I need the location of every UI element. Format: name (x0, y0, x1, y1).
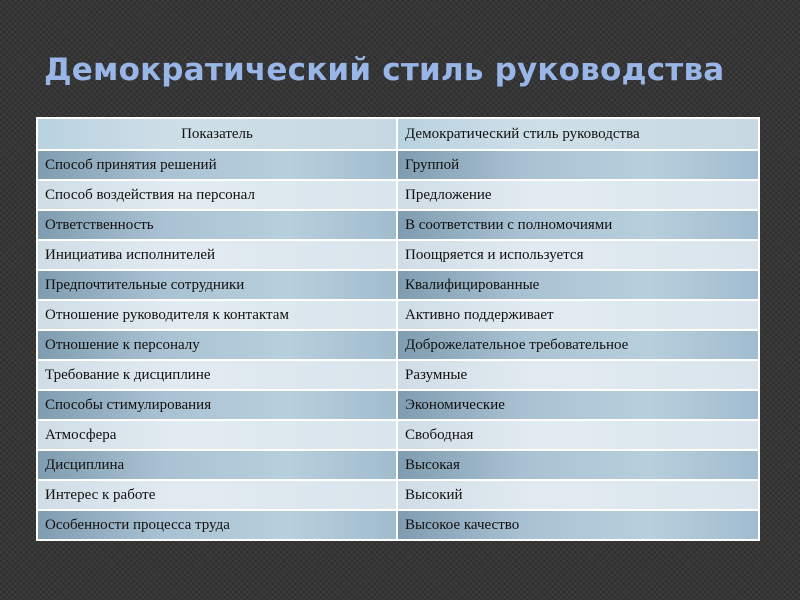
table-header-row (37, 118, 759, 150)
indicator-cell: Интерес к работе (37, 480, 397, 510)
table-row (37, 150, 759, 180)
indicator-cell: Отношение к персоналу (37, 330, 397, 360)
comparison-table-container (36, 117, 758, 541)
indicator-cell: Дисциплина (37, 450, 397, 480)
table-row (37, 270, 759, 300)
header-indicator: Показатель (37, 118, 397, 150)
indicator-cell: Предпочтительные сотрудники (37, 270, 397, 300)
value-cell: Доброжелательное требовательное (397, 330, 759, 360)
leadership-style-table (36, 117, 760, 541)
table-row (37, 510, 759, 540)
table-row (37, 330, 759, 360)
value-cell: Высокий (397, 480, 759, 510)
value-cell: Активно поддерживает (397, 300, 759, 330)
value-cell: Квалифицированные (397, 270, 759, 300)
value-cell: Высокое качество (397, 510, 759, 540)
table-row (37, 420, 759, 450)
indicator-cell: Особенности процесса труда (37, 510, 397, 540)
value-cell: В соответствии с полномочиями (397, 210, 759, 240)
value-cell: Группой (397, 150, 759, 180)
indicator-cell: Отношение руководителя к контактам (37, 300, 397, 330)
indicator-cell: Способ принятия решений (37, 150, 397, 180)
indicator-cell: Ответственность (37, 210, 397, 240)
slide-title: Демократический стиль руководства (44, 52, 725, 88)
table-row (37, 450, 759, 480)
indicator-cell: Атмосфера (37, 420, 397, 450)
value-cell: Свободная (397, 420, 759, 450)
value-cell: Предложение (397, 180, 759, 210)
table-row (37, 480, 759, 510)
indicator-cell: Способ воздействия на персонал (37, 180, 397, 210)
table-row (37, 300, 759, 330)
indicator-cell: Способы стимулирования (37, 390, 397, 420)
value-cell: Высокая (397, 450, 759, 480)
table-row (37, 210, 759, 240)
indicator-cell: Требование к дисциплине (37, 360, 397, 390)
table-row (37, 390, 759, 420)
indicator-cell: Инициатива исполнителей (37, 240, 397, 270)
value-cell: Поощряется и используется (397, 240, 759, 270)
header-democratic-style: Демократический стиль руководства (397, 118, 759, 150)
table-row (37, 360, 759, 390)
value-cell: Экономические (397, 390, 759, 420)
table-row (37, 180, 759, 210)
value-cell: Разумные (397, 360, 759, 390)
table-row (37, 240, 759, 270)
